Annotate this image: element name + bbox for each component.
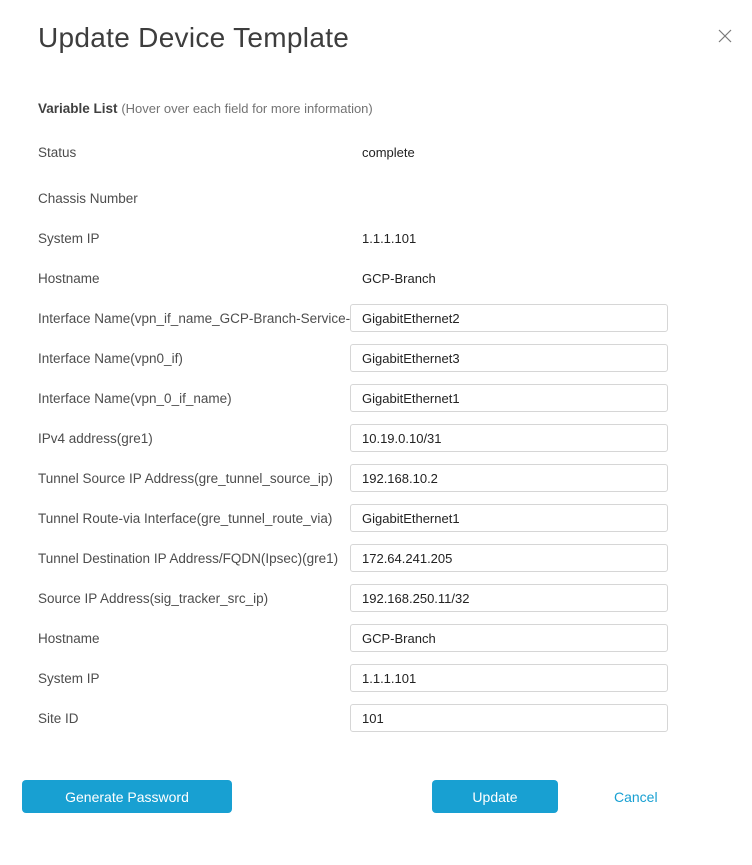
field-label: Hostname [38, 630, 100, 646]
field-input[interactable] [350, 664, 668, 692]
field-label: Tunnel Route-via Interface(gre_tunnel_route_via) [38, 510, 333, 526]
field-label: Interface Name(vpn_if_name_GCP-Branch-Service- [38, 310, 350, 326]
close-icon[interactable] [717, 28, 733, 44]
field-input[interactable] [350, 544, 668, 572]
field-label: IPv4 address(gre1) [38, 430, 153, 446]
input-field-row [38, 424, 668, 452]
field-label: Tunnel Source IP Address(gre_tunnel_source_ip) [38, 470, 333, 486]
field-label: Status [38, 144, 77, 160]
input-field-row [38, 624, 668, 652]
field-label: System IP [38, 230, 100, 246]
close-x-glyph [718, 29, 732, 43]
input-field-row [38, 344, 668, 372]
field-label: Chassis Number [38, 190, 138, 206]
field-input[interactable] [350, 704, 668, 732]
input-field-row [38, 464, 668, 492]
static-field-rows [38, 138, 668, 292]
field-input[interactable] [350, 624, 668, 652]
static-field-row [38, 224, 668, 252]
field-input[interactable] [350, 504, 668, 532]
static-field-row [38, 138, 668, 166]
input-field-row [38, 544, 668, 572]
field-input[interactable] [350, 464, 668, 492]
footer-actions [0, 780, 752, 813]
input-field-row [38, 304, 668, 332]
input-field-row [38, 384, 668, 412]
cancel-link[interactable]: Cancel [614, 788, 658, 805]
input-field-row [38, 504, 668, 532]
field-input[interactable] [350, 304, 668, 332]
input-field-row [38, 664, 668, 692]
field-label: System IP [38, 670, 100, 686]
static-field-row [38, 184, 668, 212]
field-value: complete [362, 144, 415, 160]
field-input[interactable] [350, 384, 668, 412]
update-button[interactable]: Update [432, 780, 558, 813]
field-value: 1.1.1.101 [362, 230, 417, 246]
input-field-row [38, 704, 668, 732]
variable-list-heading: Variable List [38, 101, 118, 116]
field-label: Interface Name(vpn_0_if_name) [38, 390, 232, 406]
variable-list-rows [38, 138, 668, 732]
page-title: Update Device Template [38, 22, 350, 53]
field-label: Source IP Address(sig_tracker_src_ip) [38, 590, 269, 606]
field-input[interactable] [350, 344, 668, 372]
field-label: Site ID [38, 710, 79, 726]
input-field-rows [38, 304, 668, 732]
variable-list-hint: (Hover over each field for more information) [121, 101, 373, 116]
variable-list-header [38, 101, 752, 116]
field-label: Tunnel Destination IP Address/FQDN(Ipsec)(gre1) [38, 550, 339, 566]
field-input[interactable] [350, 424, 668, 452]
field-input[interactable] [350, 584, 668, 612]
field-value: GCP-Branch [362, 270, 436, 286]
field-label: Hostname [38, 270, 100, 286]
static-field-row [38, 264, 668, 292]
field-label: Interface Name(vpn0_if) [38, 350, 183, 366]
input-field-row [38, 584, 668, 612]
generate-password-button[interactable]: Generate Password [22, 780, 232, 813]
